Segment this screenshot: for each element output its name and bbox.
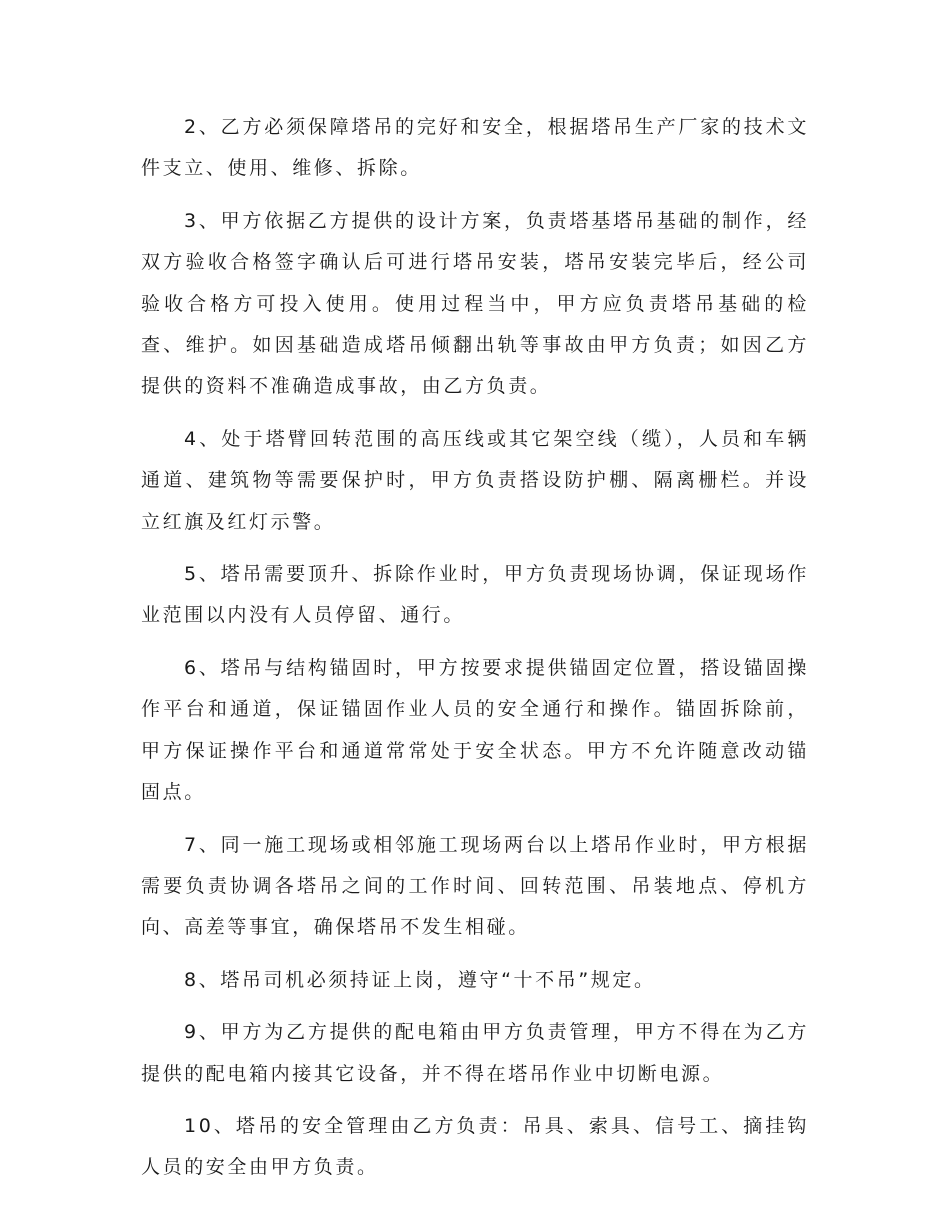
paragraph-7: 7、同一施工现场或相邻施工现场两台以上塔吊作业时，甲方根据需要负责协调各塔吊之间的工作时间、回转范围、吊装地点、停机方向、高差等事宜，确保塔吊不发生相碰。	[141, 833, 809, 939]
paragraph-4: 4、处于塔臂回转范围的高压线或其它架空线（缆），人员和车辆通道、建筑物等需要保护时，甲方负责搭设防护棚、隔离栅栏。并设立红旗及红灯示警。	[141, 427, 809, 533]
paragraph-9: 9、甲方为乙方提供的配电箱由甲方负责管理，甲方不得在为乙方提供的配电箱内接其它设备，并不得在塔吊作业中切断电源。	[141, 1021, 809, 1085]
paragraph-3: 3、甲方依据乙方提供的设计方案，负责塔基塔吊基础的制作，经双方验收合格签字确认后可进行塔吊安装，塔吊安装完毕后，经公司验收合格方可投入使用。使用过程当中，甲方应负责塔吊基础的检查、维护。如因基础造成塔吊倾翻出轨等事故由甲方负责；如因乙方提供的资料不准确造成事故，由乙方负责。	[141, 209, 809, 398]
paragraph-6: 6、塔吊与结构锚固时，甲方按要求提供锚固定位置，搭设锚固操作平台和通道，保证锚固作业人员的安全通行和操作。锚固拆除前，甲方保证操作平台和通道常常处于安全状态。甲方不允许随意改动锚固点。	[141, 656, 809, 804]
paragraph-10: 10、塔吊的安全管理由乙方负责：吊具、索具、信号工、摘挂钩人员的安全由甲方负责。	[141, 1114, 809, 1179]
paragraph-2: 2、乙方必须保障塔吊的完好和安全，根据塔吊生产厂家的技术文件支立、使用、维修、拆除。	[141, 116, 809, 180]
paragraph-8: 8、塔吊司机必须持证上岗，遵守“十不吊”规定。	[184, 968, 656, 991]
document-body	[141, 107, 809, 1200]
paragraph-5: 5、塔吊需要顶升、拆除作业时，甲方负责现场协调，保证现场作业范围以内没有人员停留、通行。	[141, 563, 809, 627]
